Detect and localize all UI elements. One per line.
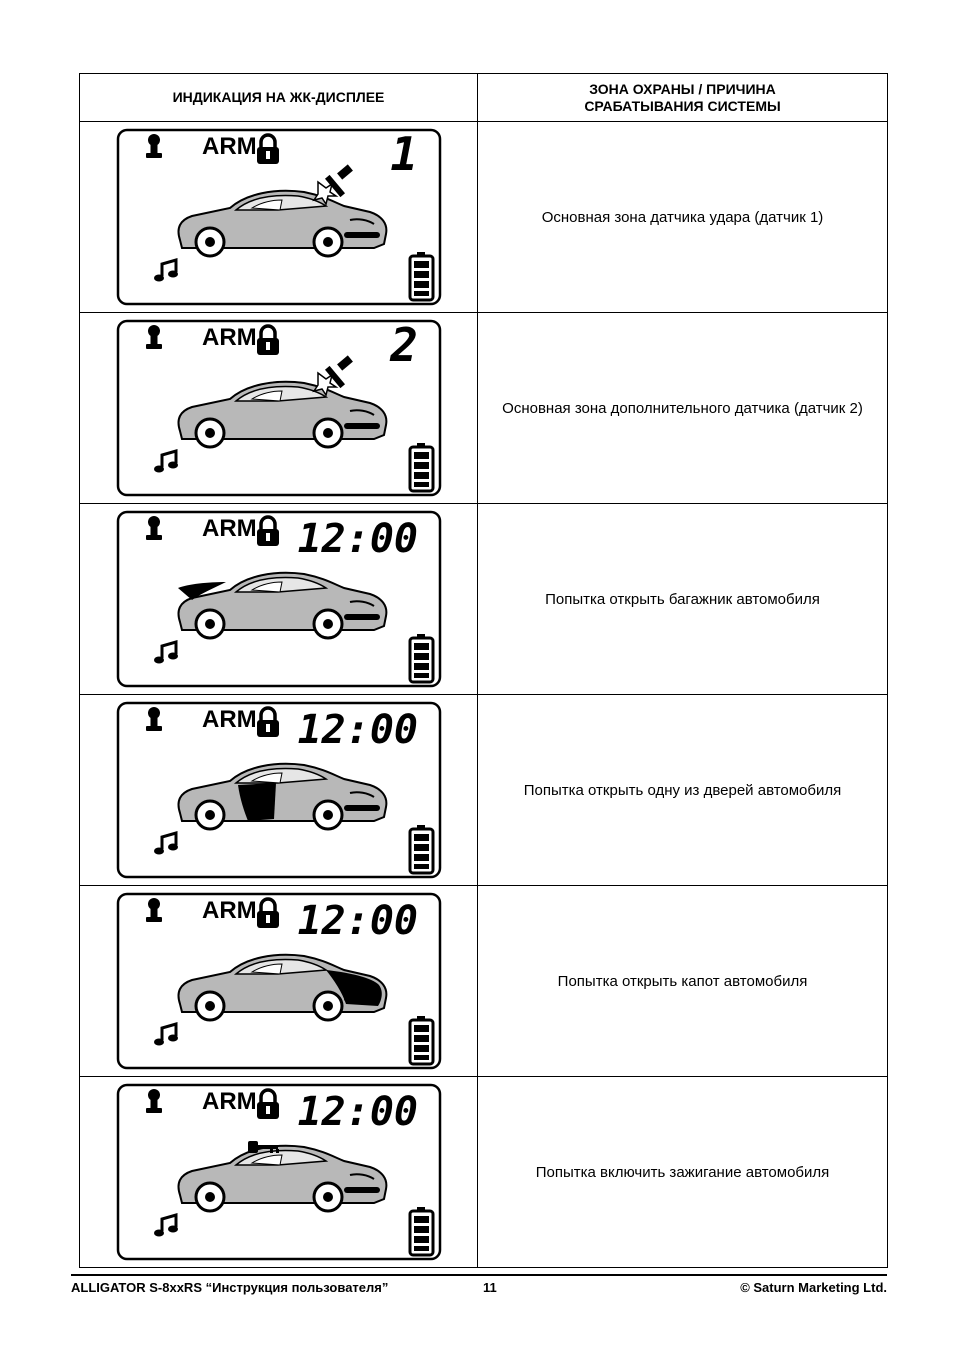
battery-icon — [410, 1016, 433, 1064]
table-body — [80, 122, 888, 1268]
table-row-6 — [80, 1077, 888, 1268]
arm-label: ARM — [201, 133, 257, 160]
lcd-cell — [80, 886, 478, 1077]
indication-table — [79, 73, 888, 1268]
lcd-display — [116, 510, 442, 688]
lcd-digit-text: 12:00 — [297, 1089, 418, 1135]
header-lcd-indication: ИНДИКАЦИЯ НА ЖК-ДИСПЛЕЕ — [80, 74, 478, 122]
lcd-digits — [389, 319, 418, 372]
arm-label: ARM — [201, 324, 257, 351]
footer-manual-title: ALLIGATOR S-8xxRS “Инструкция пользователя” — [71, 1280, 389, 1295]
lcd-digits — [297, 707, 417, 753]
table-row-4 — [80, 695, 888, 886]
lcd-digit-text: 1 — [389, 128, 418, 181]
battery-icon — [410, 1207, 433, 1255]
lcd-digits — [297, 516, 417, 562]
lcd-digits — [297, 1089, 417, 1135]
table-row-2 — [80, 313, 888, 504]
arm-label: ARM — [201, 515, 257, 542]
lcd-display — [116, 1083, 442, 1261]
page-footer — [71, 1274, 887, 1295]
table-row-1 — [80, 122, 888, 313]
arm-label: ARM — [201, 706, 257, 733]
lcd-display — [116, 128, 442, 306]
arm-label: ARM — [201, 1088, 257, 1115]
zone-description: Основная зона датчика удара (датчик 1) — [478, 122, 888, 313]
lcd-digit-text: 2 — [389, 319, 418, 372]
table-row-5 — [80, 886, 888, 1077]
battery-icon — [410, 252, 433, 300]
zone-description: Основная зона дополнительного датчика (датчик 2) — [478, 313, 888, 504]
lcd-cell — [80, 504, 478, 695]
header-zone-line2: СРАБАТЫВАНИЯ СИСТЕМЫ — [584, 97, 781, 114]
lcd-digit-text: 12:00 — [297, 707, 418, 753]
zone-description: Попытка открыть багажник автомобиля — [478, 504, 888, 695]
zone-description: Попытка открыть капот автомобиля — [478, 886, 888, 1077]
arm-label: ARM — [201, 897, 257, 924]
lcd-cell — [80, 1077, 478, 1268]
header-zone-cause — [478, 74, 888, 122]
lcd-digits — [390, 128, 418, 181]
footer-page-number: 11 — [483, 1280, 497, 1295]
lcd-digit-text: 12:00 — [297, 898, 418, 944]
lcd-display — [116, 319, 442, 497]
lcd-digit-text: 12:00 — [297, 516, 418, 562]
battery-icon — [410, 825, 433, 873]
zone-description: Попытка включить зажигание автомобиля — [478, 1077, 888, 1268]
lcd-digits — [297, 898, 417, 944]
zone-description: Попытка открыть одну из дверей автомобиля — [478, 695, 888, 886]
battery-icon — [410, 634, 433, 682]
header-zone-line1: ЗОНА ОХРАНЫ / ПРИЧИНА — [589, 80, 776, 97]
lcd-cell — [80, 122, 478, 313]
lcd-cell — [80, 313, 478, 504]
lcd-display — [116, 701, 442, 879]
lcd-cell — [80, 695, 478, 886]
table-row-3 — [80, 504, 888, 695]
lcd-display — [116, 892, 442, 1070]
footer-copyright: © Saturn Marketing Ltd. — [740, 1280, 887, 1295]
battery-icon — [410, 443, 433, 491]
